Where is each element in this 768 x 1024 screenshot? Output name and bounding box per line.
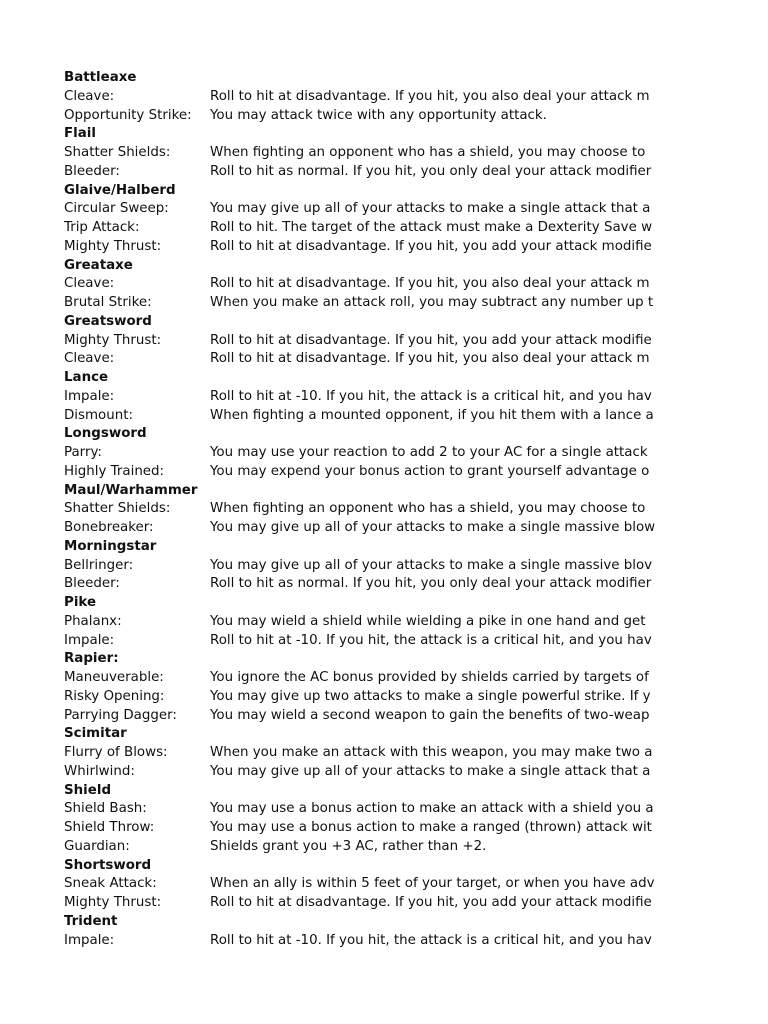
- technique-row: [64, 350, 661, 369]
- technique-row: [64, 407, 661, 426]
- technique-row: [64, 838, 661, 857]
- technique-description: Roll to hit. The target of the attack must make a Dexterity Save w: [210, 220, 653, 235]
- technique-name: Circular Sweep:: [64, 201, 169, 217]
- technique-description: You may use a bonus action to make an attack with a shield you a: [210, 801, 654, 817]
- weapon-heading: Pike: [64, 595, 97, 610]
- technique-row: [64, 932, 661, 951]
- technique-description: You may give up all of your attacks to make a single attack that a: [210, 763, 651, 779]
- technique-name: Guardian:: [64, 838, 130, 854]
- technique-name: Mighty Thrust:: [64, 895, 162, 910]
- technique-row: [64, 819, 661, 838]
- technique-name: Bellringer:: [64, 557, 134, 573]
- technique-description: Roll to hit at disadvantage. If you hit, you also deal your attack m: [210, 351, 650, 367]
- technique-name: Impale:: [64, 388, 115, 404]
- technique-name: Sneak Attack:: [64, 876, 157, 892]
- technique-description: Roll to hit at disadvantage. If you hit, you also deal your attack m: [210, 88, 650, 104]
- technique-row: [64, 107, 661, 126]
- technique-name: Maneuverable:: [64, 670, 164, 685]
- technique-description: You may use your reaction to add 2 to your AC for a single attack: [210, 445, 648, 460]
- technique-name: Shatter Shields:: [64, 145, 171, 160]
- technique-description: Roll to hit at -10. If you hit, the attack is a critical hit, and you hav: [210, 932, 652, 948]
- technique-row: [64, 332, 661, 351]
- technique-description: Roll to hit at disadvantage. If you hit, you add your attack modifie: [210, 238, 652, 254]
- technique-row: [64, 575, 661, 594]
- technique-name: Shatter Shields:: [64, 501, 171, 517]
- technique-name: Dismount:: [64, 407, 133, 423]
- technique-row: [64, 800, 661, 819]
- technique-name: Highly Trained:: [64, 463, 165, 479]
- technique-name: Parry:: [64, 445, 102, 460]
- technique-row: [64, 444, 661, 463]
- technique-row: [64, 163, 661, 182]
- technique-row: [64, 238, 661, 257]
- technique-row: [64, 557, 661, 576]
- technique-name: Cleave:: [64, 276, 115, 292]
- technique-description: Roll to hit at disadvantage. If you hit, you also deal your attack m: [210, 276, 650, 292]
- technique-description: Roll to hit at disadvantage. If you hit, you add your attack modifie: [210, 895, 652, 910]
- technique-row: [64, 294, 661, 313]
- technique-description: Roll to hit at disadvantage. If you hit, you add your attack modifie: [210, 332, 652, 348]
- technique-row: [64, 707, 661, 726]
- technique-name: Mighty Thrust:: [64, 332, 162, 348]
- technique-description: You may wield a second weapon to gain the benefits of two-weap: [210, 707, 650, 723]
- technique-description: You may give up two attacks to make a single powerful strike. If y: [210, 688, 651, 704]
- technique-row: [64, 632, 661, 651]
- technique-name: Mighty Thrust:: [64, 238, 162, 254]
- weapon-heading: Longsword: [64, 426, 147, 442]
- weapon-heading: Shortsword: [64, 857, 152, 873]
- technique-row: [64, 88, 661, 107]
- technique-name: Whirlwind:: [64, 763, 135, 779]
- technique-row: [64, 519, 661, 538]
- technique-description: When fighting an opponent who has a shield, you may choose to: [210, 145, 646, 160]
- technique-description: You may give up all of your attacks to make a single massive blov: [210, 557, 653, 573]
- technique-name: Impale:: [64, 632, 115, 648]
- technique-name: Trip Attack:: [64, 220, 140, 235]
- technique-description: You ignore the AC bonus provided by shields carried by targets of: [210, 670, 649, 685]
- technique-row: [64, 500, 661, 519]
- technique-row: [64, 669, 661, 688]
- weapon-heading: Battleaxe: [64, 70, 137, 85]
- technique-name: Shield Bash:: [64, 801, 147, 817]
- technique-row: [64, 388, 661, 407]
- weapon-heading: Lance: [64, 370, 109, 385]
- technique-description: When you make an attack with this weapon, you may make two a: [210, 745, 653, 760]
- technique-description: Roll to hit as normal. If you hit, you only deal your attack modifier: [210, 163, 652, 179]
- technique-row: [64, 219, 661, 238]
- technique-name: Risky Opening:: [64, 688, 165, 704]
- technique-row: [64, 613, 661, 632]
- weapon-heading: Greatsword: [64, 313, 152, 329]
- technique-description: You may expend your bonus action to grant yourself advantage o: [210, 463, 650, 479]
- technique-row: [64, 463, 661, 482]
- weapon-heading: Glaive/Halberd: [64, 182, 176, 198]
- weapon-heading: Maul/Warhammer: [64, 482, 198, 498]
- technique-row: [64, 763, 661, 782]
- weapon-techniques-sheet: [64, 69, 661, 950]
- technique-description: You may give up all of your attacks to make a single massive blow: [210, 520, 656, 535]
- technique-description: You may give up all of your attacks to make a single attack that a: [210, 201, 651, 217]
- technique-description: When an ally is within 5 feet of your target, or when you have adv: [210, 876, 655, 892]
- technique-description: Roll to hit at -10. If you hit, the attack is a critical hit, and you hav: [210, 632, 652, 648]
- technique-description: Roll to hit as normal. If you hit, you only deal your attack modifier: [210, 576, 652, 592]
- technique-row: [64, 275, 661, 294]
- weapon-heading: Flail: [64, 126, 96, 142]
- weapon-heading: Morningstar: [64, 538, 157, 554]
- weapon-heading: Rapier:: [64, 651, 119, 667]
- technique-name: Bleeder:: [64, 576, 120, 592]
- weapon-heading: Trident: [64, 913, 118, 929]
- technique-name: Flurry of Blows:: [64, 745, 168, 760]
- technique-description: You may wield a shield while wielding a pike in one hand and get: [210, 613, 646, 629]
- technique-row: [64, 688, 661, 707]
- technique-description: When you make an attack roll, you may subtract any number up t: [210, 295, 654, 310]
- technique-name: Cleave:: [64, 88, 115, 104]
- technique-name: Opportunity Strike:: [64, 107, 192, 123]
- technique-row: [64, 144, 661, 163]
- technique-description: You may attack twice with any opportunity attack.: [210, 107, 547, 123]
- technique-description: You may use a bonus action to make a ranged (thrown) attack wit: [210, 820, 652, 835]
- technique-row: [64, 894, 661, 913]
- technique-name: Bleeder:: [64, 163, 120, 179]
- technique-row: [64, 200, 661, 219]
- technique-name: Parrying Dagger:: [64, 707, 177, 723]
- technique-name: Phalanx:: [64, 613, 122, 629]
- technique-name: Cleave:: [64, 351, 115, 367]
- weapon-heading: Shield: [64, 782, 112, 798]
- technique-description: When fighting a mounted opponent, if you hit them with a lance a: [210, 407, 654, 423]
- weapon-heading: Scimitar: [64, 726, 127, 742]
- technique-row: [64, 875, 661, 894]
- technique-name: Bonebreaker:: [64, 520, 154, 535]
- technique-description: When fighting an opponent who has a shield, you may choose to: [210, 501, 646, 517]
- weapon-heading: Greataxe: [64, 257, 133, 273]
- technique-description: Shields grant you +3 AC, rather than +2.: [210, 838, 487, 854]
- technique-name: Impale:: [64, 932, 115, 948]
- technique-name: Brutal Strike:: [64, 295, 152, 310]
- technique-row: [64, 744, 661, 763]
- technique-name: Shield Throw:: [64, 820, 155, 835]
- technique-description: Roll to hit at -10. If you hit, the attack is a critical hit, and you hav: [210, 388, 652, 404]
